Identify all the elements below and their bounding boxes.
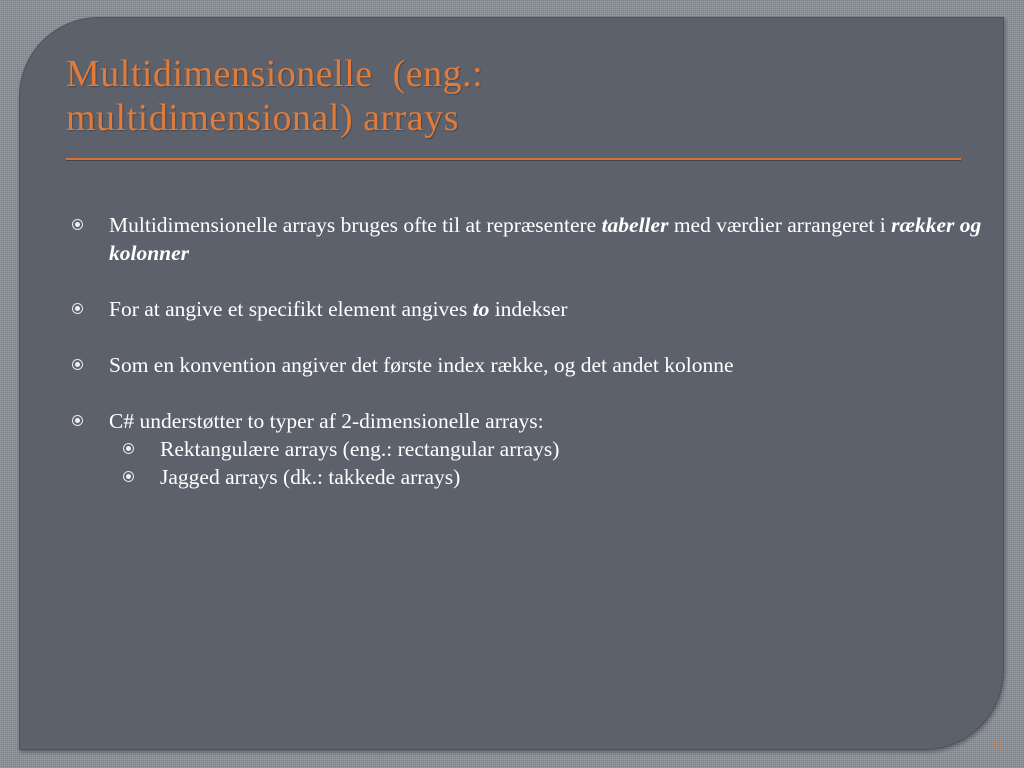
sub-bullet-item-1 (109, 435, 982, 463)
sub-bullet-item-2 (109, 463, 982, 491)
circle-bullet-icon (72, 303, 83, 314)
bullet-2-text-a: For at angive et specifikt element angives (109, 297, 473, 321)
bullet-1-text-a: Multidimensionelle arrays bruges ofte til at repræsentere (109, 213, 602, 237)
slide-title-line-1: Multidimensionelle (eng.: (66, 53, 484, 95)
title-underline (66, 158, 961, 160)
bullet-1-emphasis-tabeller: tabeller (601, 213, 669, 237)
bullet-2-text-b: indekser (489, 297, 568, 321)
page-number: 11 (990, 738, 1005, 754)
circle-bullet-icon (72, 219, 83, 230)
circle-bullet-icon (123, 443, 134, 454)
sub-bullet-1-text: Rektangulære arrays (eng.: rectangular arrays) (160, 437, 560, 461)
circle-bullet-icon (72, 415, 83, 426)
circle-bullet-icon (123, 471, 134, 482)
bullet-item-2 (72, 295, 982, 323)
bullet-1-emphasis-raekker: rækker og kolonner (109, 213, 982, 265)
sub-bullet-list (109, 435, 982, 491)
bullet-4-text: C# understøtter to typer af 2-dimensionelle arrays: (109, 409, 544, 433)
sub-bullet-2-text: Jagged arrays (dk.: takkede arrays) (160, 465, 461, 489)
bullet-1-text-b: med værdier arrangeret i (668, 213, 892, 237)
bullet-item-1 (72, 211, 982, 267)
slide-title-line-2: multidimensional) arrays (66, 97, 459, 139)
bullet-2-emphasis-to: to (472, 297, 490, 321)
circle-bullet-icon (72, 359, 83, 370)
bullet-3-text: Som en konvention angiver det første index række, og det andet kolonne (109, 353, 734, 377)
slide-content (72, 211, 982, 491)
bullet-item-4 (72, 407, 982, 491)
slide-title (66, 52, 946, 140)
bullet-item-3 (72, 351, 982, 379)
